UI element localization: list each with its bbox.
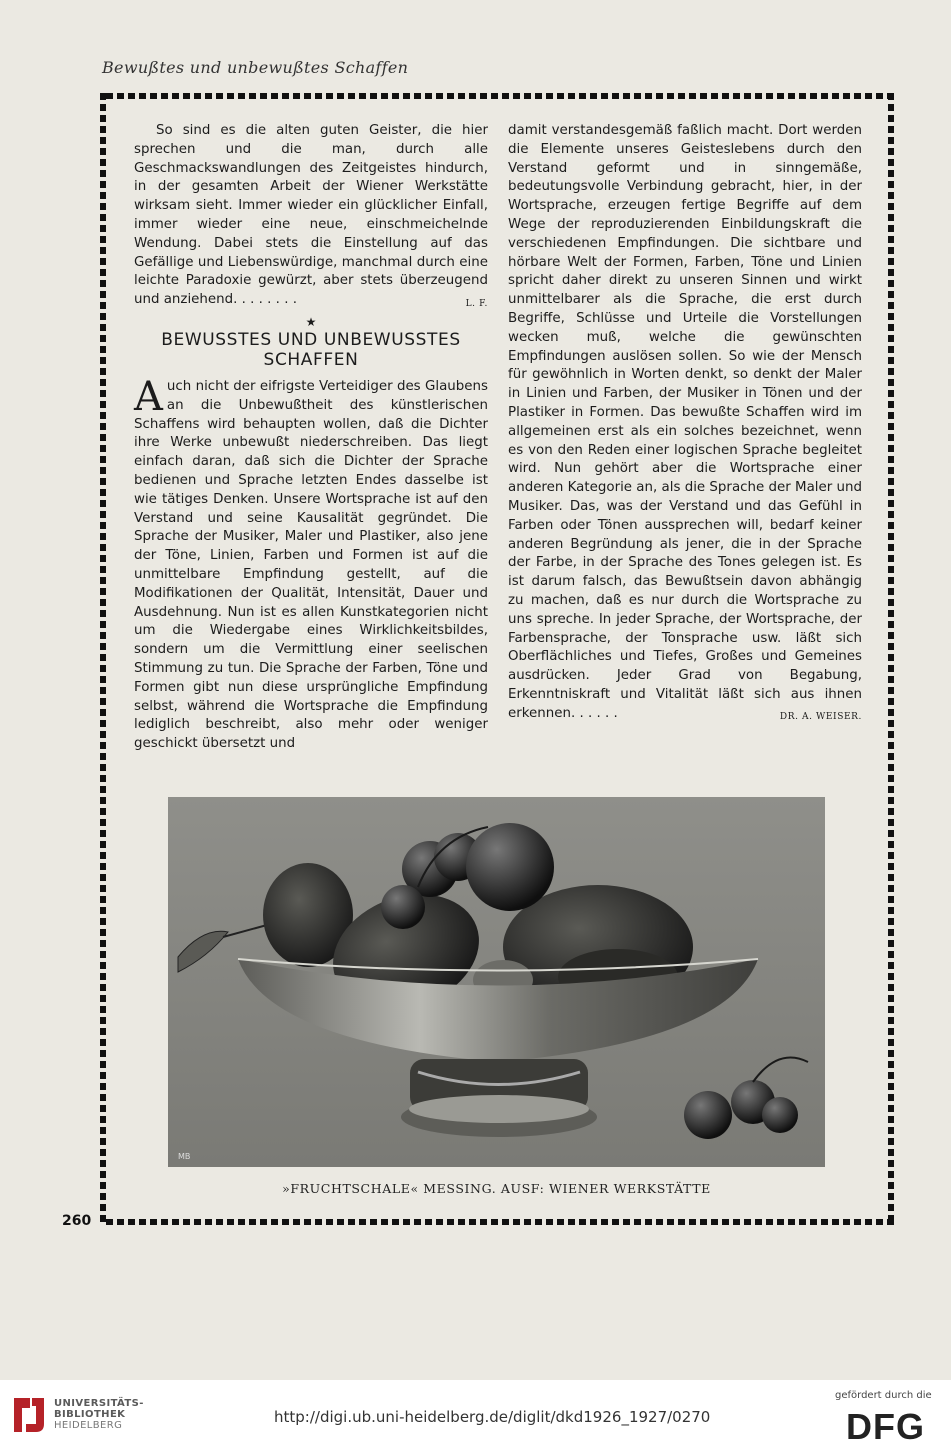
dfg-logo: DFG xyxy=(846,1406,925,1447)
article-title xyxy=(134,330,488,370)
article-title-line-1: BEWUSSTES UND UNBEWUSSTES xyxy=(161,329,461,350)
source-url-link[interactable]: http://digi.ub.uni-heidelberg.de/diglit/dkd1926_1927/0270 xyxy=(274,1408,711,1426)
article-body-left xyxy=(134,373,488,754)
running-head: Bewußtes und unbewußtes Schaffen xyxy=(102,58,409,77)
article-body-right-text: damit verstandesgemäß faßlich macht. Dort werden die Elemente unseres Geisteslebens durch den Verstand geformt und in sinngemäße, bedeutungsvolle Verbindung gebracht, hier, in der Wortsprache, erzeugen fertige Begriffe auf dem Wege der reproduzierenden Einbildungskraft die verschiedenen Empfindungen. Die sichtbare und hörbare Welt der Formen, Farben, Töne und Linien spricht daher direkt zu unseren Sinnen und wirkt unmittelbarer als die Sprache, die erst durch Begriffe, Schlüsse und Urteile die Vorstellungen wecken muß, welche die gewünschten Empfindungen auslösen sollen. So wie der Mensch für gewöhnlich in Worten denkt, so denkt der Maler in Linien und Farben, der Musiker in Tönen und der Plastiker in Formen. Das bewußte Schaffen wird im allgemeinen erst als ein solches bezeichnet, wenn es von den Reden einer logischen Sprache begleitet wird. Nun gehört aber die Wortsprache einer anderen Kategorie an, als die Sprache der Maler und Musiker. Das, was der Verstand und das Gefühl in Farben oder Tönen aussprechen will, bedarf keiner anderen Begründung als jener, die in der Sprache der Farbe, in der Sprache des Tones gelegen ist. Es ist darum falsch, das Bewußtsein davon abhängig zu machen, daß es nur durch die Wortsprache zu uns spreche. In jeder Sprache, der Wortsprache, der Farbensprache, der Tonsprache usw. läßt sich Oberflächliches und Tiefes, Großes und Gemeines ausdrücken. Jeder Grad von Begabung, Erkenntniskraft und Vitalität läßt sich aus ihnen erkennen. . . . . . xyxy=(508,123,862,721)
library-line-2: BIBLIOTHEK xyxy=(54,1409,126,1420)
page-number: 260 xyxy=(62,1213,92,1229)
right-column xyxy=(508,122,862,727)
frame-top-border xyxy=(106,93,896,99)
article-title-line-2: SCHAFFEN xyxy=(263,349,359,370)
figure-caption: »FRUCHTSCHALE« MESSING. AUSF: WIENER WERKSTÄTTE xyxy=(282,1181,711,1196)
university-library-logo-icon xyxy=(10,1394,48,1436)
intro-paragraph xyxy=(134,122,488,310)
photo-mark: MB xyxy=(178,1152,191,1161)
section-separator: ★ xyxy=(305,314,317,329)
digitization-footer xyxy=(0,1380,951,1451)
library-line-1: UNIVERSITÄTS- xyxy=(54,1398,144,1409)
intro-text: So sind es die alten guten Geister, die hier sprechen und die man, durch alle Geschmackswandlungen des Zeitgeistes hindurch, in der gesamten Arbeit der Wiener Werkstätte wirksam sieht. Immer wieder ein glücklicher Einfall, immer wieder eine neue, einschmeichelnde Wendung. Dabei stets die Einstellung auf das Gefällige und Liebenswürdige, manchmal durch eine leichte Paradoxie gewürzt, aber stets überzeugend und anziehend. . . . . . . . xyxy=(134,123,488,308)
fruit-bowl-photo xyxy=(168,797,825,1167)
frame-right-border xyxy=(888,93,894,1225)
fruit-bowl-illustration xyxy=(168,797,825,1167)
left-column xyxy=(134,122,488,754)
article-body-left-text: uch nicht der eifrigste Verteidiger des Glaubens an die Unbewußtheit des künstlerischen Schaffens wird behaupten wollen, daß die Dichter ihre Werke unbewußt niederschreiben. Das liegt einfach daran, daß sich die Dichter der Sprache bedienen und Sprache letzten Endes dasselbe ist wie tätiges Denken. Unsere Wortsprache ist auf den Verstand und seine Kausalität gegründet. Die Sprache der Musiker, Maler und Plastiker, also jene der Töne, Linien, Farben und Formen ist auf die unmittelbare Empfindung gestellt, auf die Modifikationen der Qualität, Intensität, Dauer und Ausdehnung. Nun ist es allen Kunstkategorien nicht um die Wiedergabe eines Wirklichkeitsbildes, sondern um die Vermittlung einer seelischen Stimmung zu tun. Die Sprache der Farben, Töne und Formen gibt nun diese ursprüngliche Empfindung selbst, während die Wortsprache die Empfindung lediglich beschreibt, also mehr oder weniger geschickt übersetzt und xyxy=(134,378,488,752)
frame-left-border xyxy=(100,93,106,1225)
drop-cap: A xyxy=(134,373,163,420)
library-name xyxy=(54,1398,144,1431)
library-line-3: HEIDELBERG xyxy=(54,1420,123,1431)
author-signature: DR. A. WEISER. xyxy=(779,711,862,722)
frame-bottom-border xyxy=(106,1219,896,1225)
article-body-right xyxy=(508,122,862,724)
intro-signature: L. F. xyxy=(465,299,488,310)
funding-label: gefördert durch die xyxy=(835,1390,932,1401)
